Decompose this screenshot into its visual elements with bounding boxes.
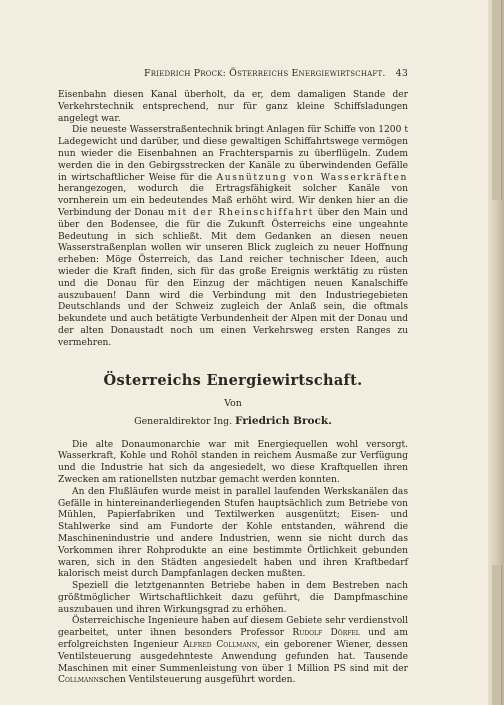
text-run: über den Main und über den Bodensee, die für die Zukunft Österreichs eine ungeahnte Bedeutung in sich schließt. Mit dem Gedanken an diesen neuen Wasserstraßenplan wollen wir unseren Blick zugleich zu neuer Hoffnung erheben: Möge Österreich, das Land reicher technischer Ideen, auch wieder die Kraft finden, sich für das große Ereignis werktätig zu rüsten und die Donau für den Einzug der mächtigen neuen Kanalschiffe auszubauen! Dann wird die Verbindung mit den Industriegebieten Deutschlands und der Schweiz zugleich der Anlaß sein, die oftmals bekundete und auch betätigte Verbundenheit der Alpen mit der Donau und der alten Donaustadt noch um einen Verkehrsweg ersten Ranges zu vermehren. [58,207,408,348]
emphasis: Ausnützung von Wasserkräften [216,172,408,183]
person-name: Collmann [58,675,99,686]
running-head [58,68,408,80]
paragraph: Die alte Donaumonarchie war mit Energiequellen wohl versorgt. Wasserkraft, Kohle und Rohöl standen in reichem Ausmaße zur Verfügung und die Industrie hat sich da angesiedelt, wo diese Kraftquellen ihren Zwecken am rationellsten nutzbar gemacht werden konnten. [58,439,408,485]
paragraph: Speziell die letztgenannten Betriebe haben in dem Bestreben nach größtmöglicher Wirtschaftlichkeit dazu geführt, die Dampfmaschine auszubauen und ihren Wirkungsgrad zu erhöhen. [58,581,408,615]
author-name: Friedrich Brock. [235,414,332,427]
paragraph: An den Flußläufen wurde meist in parallel laufenden Werkskanälen das Gefälle in hintereinanderliegenden Stufen hauptsächlich zum Betriebe von Mühlen, Papierfabriken und Textilwerken ausgenützt; Eisen- und Stahlwerke sind am Fundorte der Kohle entstanden, während die Maschinenindustrie und andere Industrien, wenn sie nicht durch das Vorkommen ihrer Rohprodukte an eine bestimmte Örtlichkeit gebunden waren, sich in den Städten angesiedelt haben und ihren Kraftbedarf kalorisch meist durch Dampfanlagen decken mußten. [58,486,408,580]
page-edge-tab-top [492,0,502,200]
emphasis: mit der Rheinschiffahrt [167,207,314,218]
person-name: Rudolf Dörfel [292,628,360,639]
article-heading: Österreichs Energiewirtschaft. [103,371,363,389]
text-run: Österreichische Ingenieure haben auf diesem Gebiete sehr verdienstvoll gearbeitet, unter ihnen besonders Professor [58,616,408,639]
page-edge [488,0,504,705]
page-edge-tab-bottom [492,565,502,705]
paragraph: Eisenbahn diesen Kanal überholt, da er, dem damaligen Stande der Verkehrstechnik entsprechend, nur für ganz kleine Schiffsladungen angelegt war. [58,90,408,124]
text-run: Die neueste Wasserstraßentechnik bringt Anlagen für Schiffe von 1200 t Ladegewicht und darüber, und diese gewaltigen Schiffahrtswege vermögen nun wieder die Eisenbahnen an Frachtersparnis zu überflügeln. Zudem werden die in den Gebirgsstrecken der Kanäle zu überwindenden Gefälle in wirtschaftlicher Weise für die [58,125,408,183]
person-name: Alfred Collmann [183,640,258,651]
byline: Von [224,397,242,409]
paragraph [58,616,408,687]
text-run: und am erfolgreichsten Ingenieur [58,628,408,651]
page-number: 43 [395,68,408,79]
page-content [58,68,408,687]
text-run: herangezogen, wodurch die Ertragsfähigkeit solcher Kanäle von vornherein um ein bedeutendes Maß erhöht wird. Wir denken hier an die Verbindung der Donau [58,184,408,218]
author-prefix: Generaldirektor Ing. [134,415,233,427]
running-head-title: Friedrich Prock: Österreichs Energiewirtschaft. [144,68,386,79]
text-run: , ein geborener Wiener, dessen Ventilsteuerung ausgedehnteste Anwendung gefunden hat. Tausende Maschinen mit einer Summenleistung von über 1 Million PS sind mit der [58,640,408,674]
paragraph [58,125,408,349]
text-run: schen Ventilsteuerung ausgeführt worden. [98,675,296,686]
author-line [58,415,408,427]
